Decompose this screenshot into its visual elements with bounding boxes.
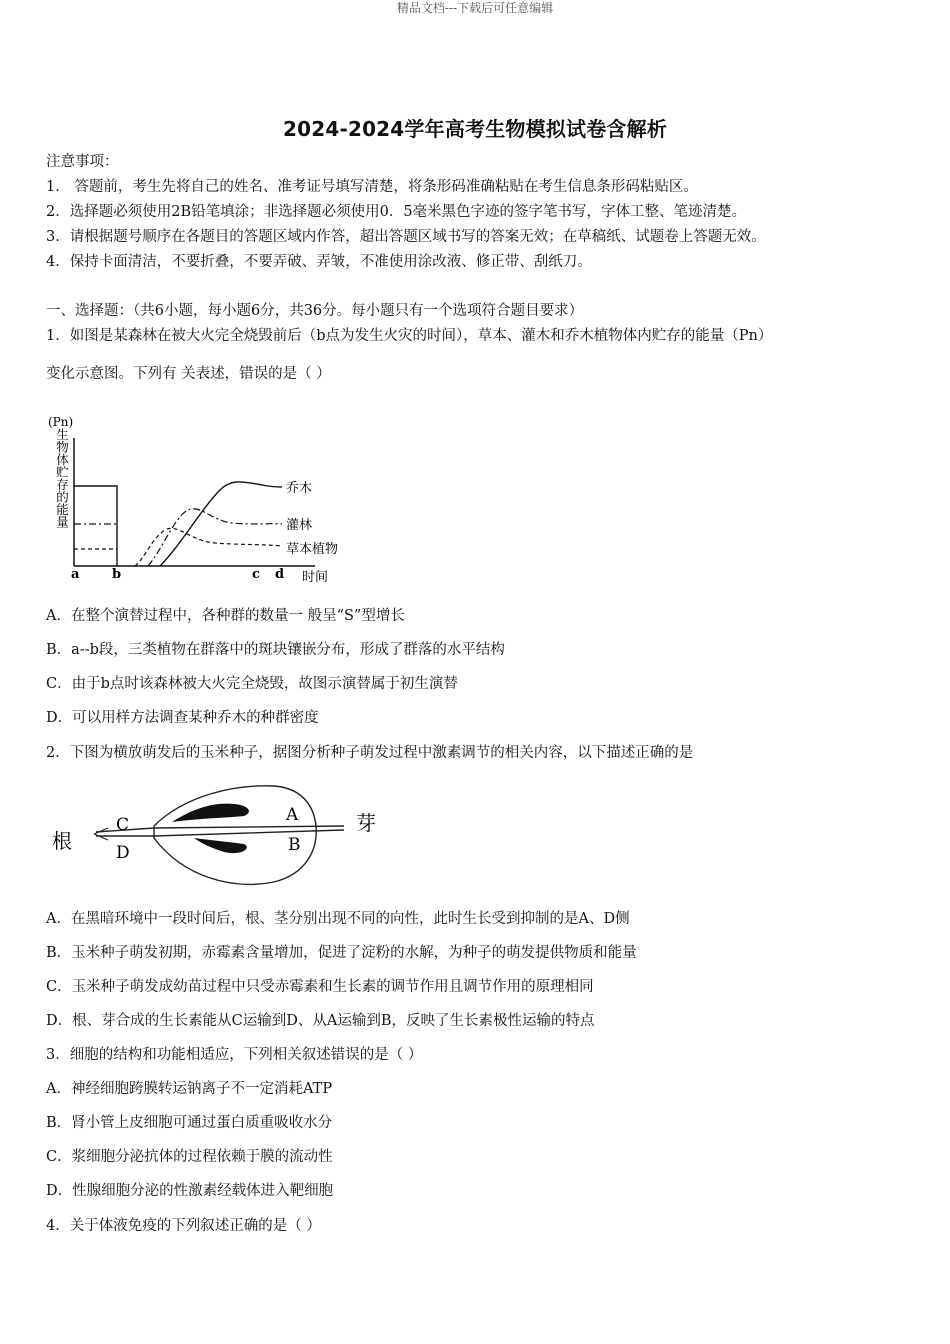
q2-stem: 2．下图为横放萌发后的玉米种子，据图分析种子萌发过程中激素调节的相关内容，以下描述正确的是 <box>46 745 694 761</box>
q1-point-b: b <box>112 567 122 582</box>
q1-stem-line2: 变化示意图。下列有 关表述，错误的是（ ） <box>46 366 331 382</box>
q3-option-c: C．浆细胞分泌抗体的过程依赖于膜的流动性 <box>46 1149 333 1165</box>
q1-point-a: a <box>71 567 80 582</box>
q2-axis-bottom <box>96 830 344 836</box>
q3-option-a: A．神经细胞跨膜转运钠离子不一定消耗ATP <box>46 1081 333 1097</box>
q3-option-d: D．性腺细胞分泌的性激素经载体进入靶细胞 <box>46 1183 334 1199</box>
page-title: 2024-2024学年高考生物模拟试卷含解析 <box>282 117 668 141</box>
q1-herb-curve <box>135 528 282 566</box>
q1-tree-curve <box>160 482 282 566</box>
q1-option-d: D．可以用样方法调查某种乔木的种群密度 <box>46 710 319 726</box>
q2-option-d: D．根、芽合成的生长素能从C运输到D、从A运输到B，反映了生长素极性运输的特点 <box>46 1013 595 1029</box>
notice-item-4: 4．保持卡面清洁，不要折叠，不要弄破、弄皱，不准使用涂改液、修正带、刮纸刀。 <box>46 254 592 270</box>
q3-option-b: B．肾小管上皮细胞可通过蛋白质重吸收水分 <box>46 1115 333 1131</box>
q2-option-a: A．在黑暗环境中一段时间后，根、茎分别出现不同的向性，此时生长受到抑制的是A、D侧 <box>46 911 630 927</box>
q1-x-label: 时间 <box>302 570 329 585</box>
q1-stem-line1: 1．如图是某森林在被大火完全烧毁前后（b点为发生火灾的时间），草本、灌木和乔木植物体内贮存的能量（Pn） <box>46 328 773 344</box>
q1-energy-chart <box>40 408 360 588</box>
notice-item-2: 2．选择题必须使用2B铅笔填涂；非选择题必须使用0．5毫米黑色字迹的签字笔书写，字体工整、笔迹清楚。 <box>46 204 747 220</box>
q2-label-root: 根 <box>52 829 72 853</box>
q2-label-sprout: 芽 <box>356 811 376 835</box>
q1-y-unit: (Pn) <box>48 415 74 429</box>
q2-label-a: A <box>286 805 299 825</box>
q1-y-label: 生物体贮存的能量 <box>54 428 70 528</box>
q2-root-arrow <box>94 828 108 840</box>
q4-stem: 4．关于体液免疫的下列叙述正确的是（ ） <box>46 1218 321 1234</box>
q2-option-c: C．玉米种子萌发成幼苗过程中只受赤霉素和生长素的调节作用且调节作用的原理相同 <box>46 979 594 995</box>
q3-stem: 3．细胞的结构和功能相适应，下列相关叙述错误的是（ ） <box>46 1047 423 1063</box>
q1-option-b: B．a--b段，三类植物在群落中的斑块镶嵌分布，形成了群落的水平结构 <box>46 642 505 658</box>
section-heading: 一、选择题：（共6小题，每小题6分，共36分。每小题只有一个选项符合题目要求） <box>46 303 584 319</box>
q2-label-c: C <box>116 815 130 835</box>
q2-label-b: B <box>288 835 301 855</box>
q1-series-herb: 草本植物 <box>286 542 339 557</box>
q2-option-b: B．玉米种子萌发初期，赤霉素含量增加，促进了淀粉的水解，为种子的萌发提供物质和能量 <box>46 945 637 961</box>
watermark: 精品文档---下载后可任意编辑 <box>396 1 554 15</box>
q2-label-d: D <box>116 843 130 863</box>
q2-scutellum-top <box>172 804 249 822</box>
notice-item-1: 1． 答题前，考生先将自己的姓名、准考证号填写清楚，将条形码准确粘贴在考生信息条形码粘贴区。 <box>46 179 698 195</box>
q1-option-c: C．由于b点时该森林被大火完全烧毁，故图示演替属于初生演替 <box>46 676 458 692</box>
q2-seed-diagram <box>44 778 394 893</box>
q1-point-c: c <box>252 567 260 582</box>
q1-tree-before <box>74 486 117 566</box>
q1-series-tree: 乔木 <box>286 481 313 496</box>
q2-scutellum-bottom <box>194 838 247 853</box>
q1-option-a: A．在整个演替过程中，各种群的数量一 般呈“S”型增长 <box>46 608 405 624</box>
q1-series-shrub: 灌林 <box>286 518 313 533</box>
notice-item-3: 3．请根据题号顺序在各题目的答题区域内作答，超出答题区域书写的答案无效；在草稿纸、试题卷上答题无效。 <box>46 229 766 245</box>
q1-point-d: d <box>275 567 285 582</box>
notice-heading: 注意事项： <box>46 154 119 170</box>
